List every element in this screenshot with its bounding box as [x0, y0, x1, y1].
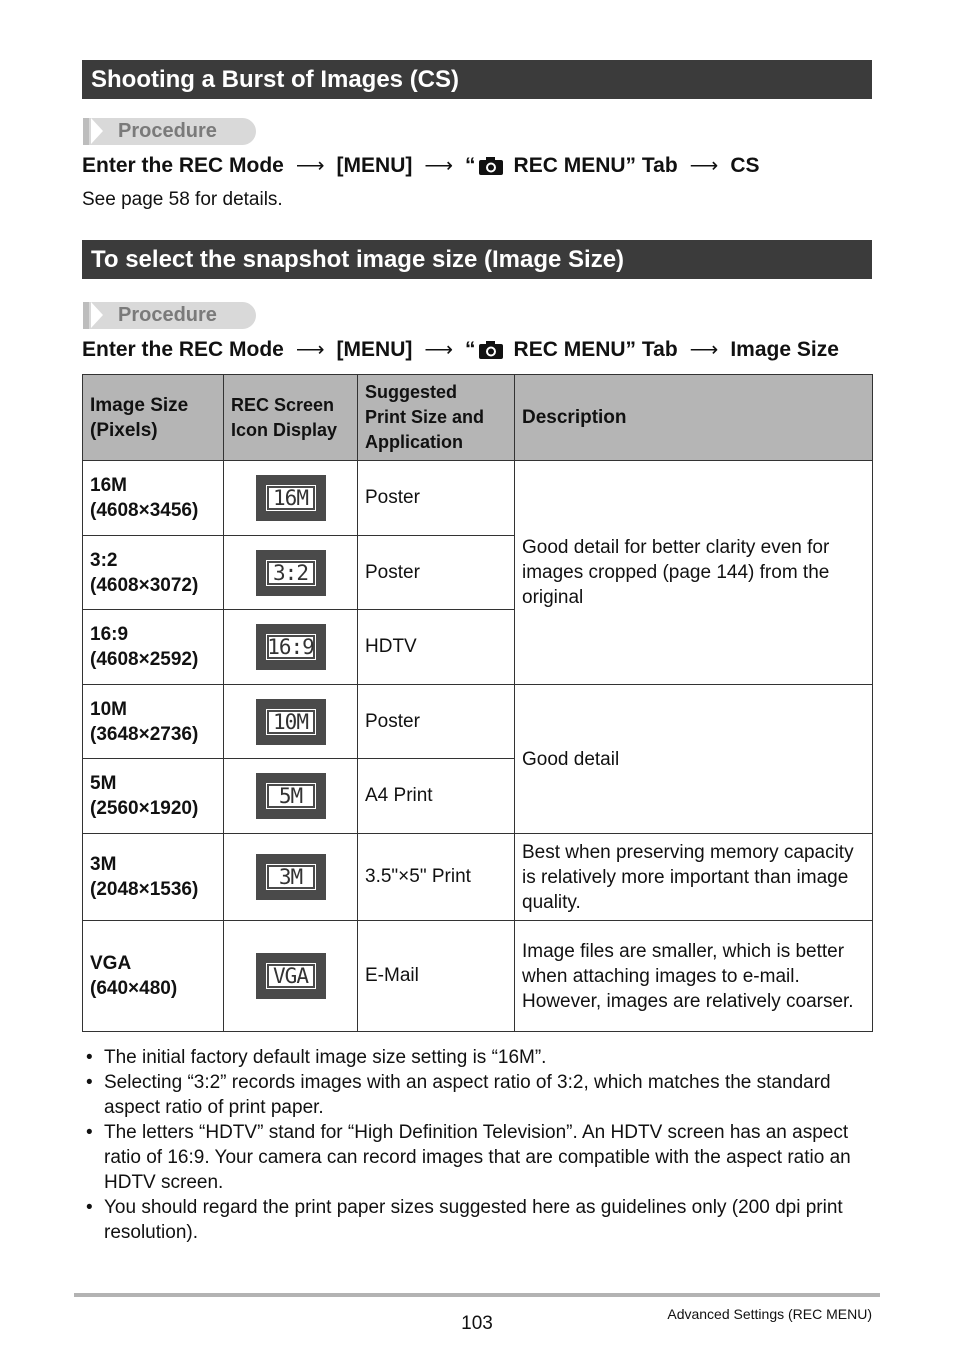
print-cell: Poster [358, 461, 515, 536]
size-cell: 3M (2048×1536) [83, 834, 224, 921]
camera-icon [478, 340, 504, 360]
icon-cell [224, 759, 358, 834]
footer-divider [74, 1293, 880, 1297]
path-step-menu: [MENU] [336, 154, 413, 177]
list-item: • Selecting “3:2” records images with an aspect ratio of 3:2, which matches the standard aspect ratio of print paper. [82, 1070, 872, 1120]
list-item: • The initial factory default image size setting is “16M”. [82, 1045, 872, 1070]
list-item: • You should regard the print paper sizes suggested here as guidelines only (200 dpi print resolution). [82, 1195, 872, 1245]
procedure-label: Procedure [118, 304, 217, 326]
print-cell: Poster [358, 536, 515, 610]
image-size-table [82, 374, 873, 1032]
path-step-rec-menu-tab: REC MENU” Tab [513, 338, 678, 361]
table-header-row [83, 375, 873, 461]
page-number: 103 [461, 1313, 493, 1334]
size-cell: VGA (640×480) [83, 921, 224, 1032]
icon-cell [224, 834, 358, 921]
procedure-tag-bar [83, 302, 89, 329]
arrow-right-icon: ⟶ [295, 339, 325, 361]
print-cell: 3.5"×5" Print [358, 834, 515, 921]
path-step-image-size: Image Size [730, 338, 839, 361]
notes-list [82, 1045, 872, 1245]
image-size-3-2-icon: 3:2 [256, 550, 326, 596]
camera-icon [478, 156, 504, 176]
icon-cell [224, 536, 358, 610]
section-title-image-size: To select the snapshot image size (Image Size) [82, 240, 872, 279]
description-cell: Good detail for better clarity even for images cropped (page 144) from the original [515, 461, 873, 685]
menu-path-image-size [82, 337, 839, 363]
footer-section-label: Advanced Settings (REC MENU) [667, 1306, 872, 1322]
header-image-size: Image Size (Pixels) [83, 375, 224, 461]
image-size-vga-icon: VGA [256, 953, 326, 999]
table-row [83, 461, 873, 536]
table-row [83, 834, 873, 921]
image-size-3m-icon: 3M [256, 854, 326, 900]
size-cell: 3:2 (4608×3072) [83, 536, 224, 610]
header-suggested: Suggested Print Size and Application [358, 375, 515, 461]
icon-cell [224, 685, 358, 759]
image-size-16m-icon: 16M [256, 475, 326, 521]
path-step-rec-mode: Enter the REC Mode [82, 154, 284, 177]
procedure-label: Procedure [118, 120, 217, 142]
path-step-menu: [MENU] [336, 338, 413, 361]
procedure-chevron-icon [91, 302, 103, 328]
image-size-5m-icon: 5M [256, 773, 326, 819]
description-cell: Best when preserving memory capacity is relatively more important than image quality. [515, 834, 873, 921]
procedure-tag-bar [83, 118, 89, 145]
size-cell: 10M (3648×2736) [83, 685, 224, 759]
icon-cell [224, 461, 358, 536]
section-title-burst: Shooting a Burst of Images (CS) [82, 60, 872, 99]
description-cell: Image files are smaller, which is better when attaching images to e-mail. However, images are relatively coarser. [515, 921, 873, 1032]
procedure-chevron-icon [91, 118, 103, 144]
header-rec-screen: REC Screen Icon Display [224, 375, 358, 461]
size-cell: 5M (2560×1920) [83, 759, 224, 834]
size-cell: 16:9 (4608×2592) [83, 610, 224, 685]
arrow-right-icon: ⟶ [689, 339, 719, 361]
see-page-note: See page 58 for details. [82, 189, 283, 210]
arrow-right-icon: ⟶ [424, 339, 454, 361]
menu-path-burst [82, 153, 760, 179]
path-open-quote: “ [465, 338, 476, 361]
image-size-16-9-icon: 16:9 [256, 624, 326, 670]
procedure-tag [83, 302, 256, 329]
print-cell: HDTV [358, 610, 515, 685]
path-open-quote: “ [465, 154, 476, 177]
icon-cell [224, 921, 358, 1032]
icon-cell [224, 610, 358, 685]
image-size-10m-icon: 10M [256, 699, 326, 745]
arrow-right-icon: ⟶ [295, 155, 325, 177]
path-step-rec-mode: Enter the REC Mode [82, 338, 284, 361]
size-cell: 16M (4608×3456) [83, 461, 224, 536]
arrow-right-icon: ⟶ [689, 155, 719, 177]
list-item: • The letters “HDTV” stand for “High Definition Television”. An HDTV screen has an aspect ratio of 16:9. Your camera can record images that are compatible with the aspect ratio an HDTV screen. [82, 1120, 872, 1195]
procedure-tag [83, 118, 256, 145]
print-cell: A4 Print [358, 759, 515, 834]
print-cell: Poster [358, 685, 515, 759]
header-description: Description [515, 375, 873, 461]
table-row [83, 685, 873, 759]
path-step-cs: CS [730, 154, 760, 177]
arrow-right-icon: ⟶ [424, 155, 454, 177]
print-cell: E-Mail [358, 921, 515, 1032]
description-cell: Good detail [515, 685, 873, 834]
path-step-rec-menu-tab: REC MENU” Tab [513, 154, 678, 177]
table-row [83, 921, 873, 1032]
